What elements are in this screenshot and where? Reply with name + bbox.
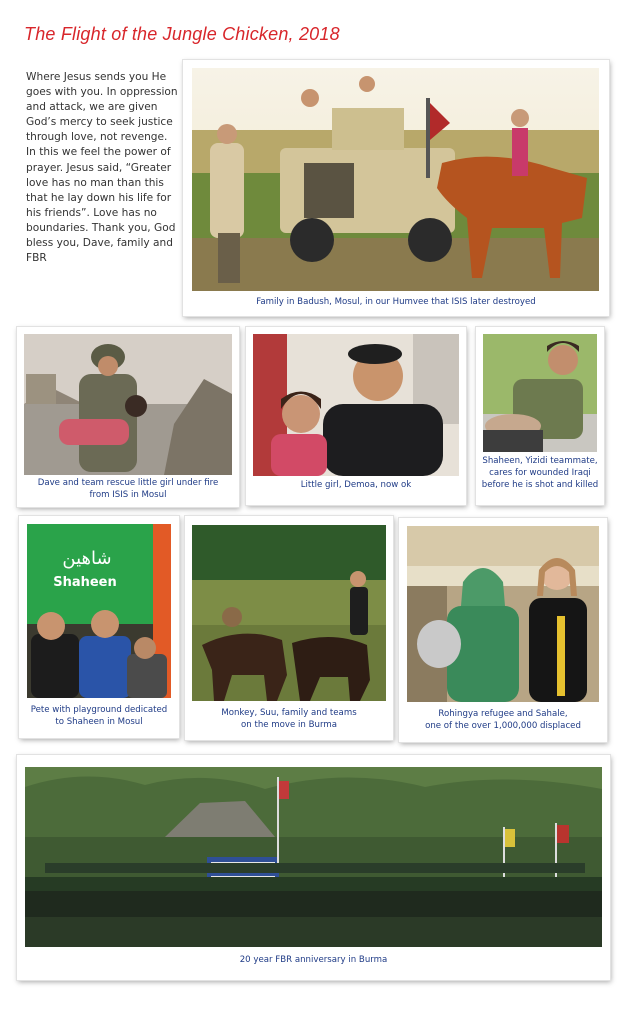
monkey-photo-card	[185, 516, 393, 740]
monkey-photo	[192, 525, 386, 701]
playground-caption-line2: to Shaheen in Mosul	[55, 717, 143, 727]
intro-paragraph: Where Jesus sends you He goes with you. In oppression and attack, we are given God’s mercy to seek justice through love, not revenge. In this we feel the power of prayer. Jesus said, “Greater love has no man than this that he lay down his life for his friends”. Love has no boundaries. Thank you, God bless you, Dave, family and FBR	[26, 71, 178, 265]
playground-sign-arabic: شاهين	[62, 548, 112, 569]
anniversary-photo	[25, 767, 602, 947]
demoa-caption: Little girl, Demoa, now ok	[300, 480, 412, 490]
shaheen-caption-line1: Shaheen, Yizidi teammate,	[482, 456, 598, 466]
shaheen-photo-card	[476, 327, 604, 505]
anniversary-caption: 20 year FBR anniversary in Burma	[239, 955, 388, 965]
humvee-caption: Family in Badush, Mosul, in our Humvee that ISIS later destroyed	[256, 297, 536, 307]
shaheen-caption-line3: before he is shot and killed	[481, 480, 599, 490]
demoa-photo	[253, 334, 459, 476]
rescue-caption-line2: from ISIS in Mosul	[89, 490, 167, 500]
rohingya-photo	[407, 526, 599, 702]
humvee-photo-card	[183, 60, 609, 316]
playground-photo-card	[19, 516, 179, 738]
shaheen-caption-line2: cares for wounded Iraqi	[489, 468, 591, 478]
rohingya-photo-card	[399, 518, 607, 742]
playground-photo	[27, 524, 171, 698]
humvee-photo	[192, 68, 599, 291]
playground-caption-line1: Pete with playground dedicated	[30, 705, 168, 715]
rohingya-caption-line2: one of the over 1,000,000 displaced	[425, 721, 581, 731]
page-title: The Flight of the Jungle Chicken, 2018	[24, 24, 340, 44]
anniversary-photo-card	[17, 755, 610, 980]
monkey-caption-line1: Monkey, Suu, family and teams	[221, 708, 357, 718]
rohingya-caption-line1: Rohingya refugee and Sahale,	[438, 709, 568, 719]
demoa-photo-card	[246, 327, 466, 505]
shaheen-photo	[483, 334, 597, 452]
monkey-caption-line2: on the move in Burma	[241, 720, 337, 730]
rescue-caption-line1: Dave and team rescue little girl under fire	[37, 478, 219, 488]
playground-sign-english: Shaheen	[53, 575, 117, 590]
rescue-photo	[24, 334, 232, 475]
rescue-photo-card	[17, 327, 239, 507]
